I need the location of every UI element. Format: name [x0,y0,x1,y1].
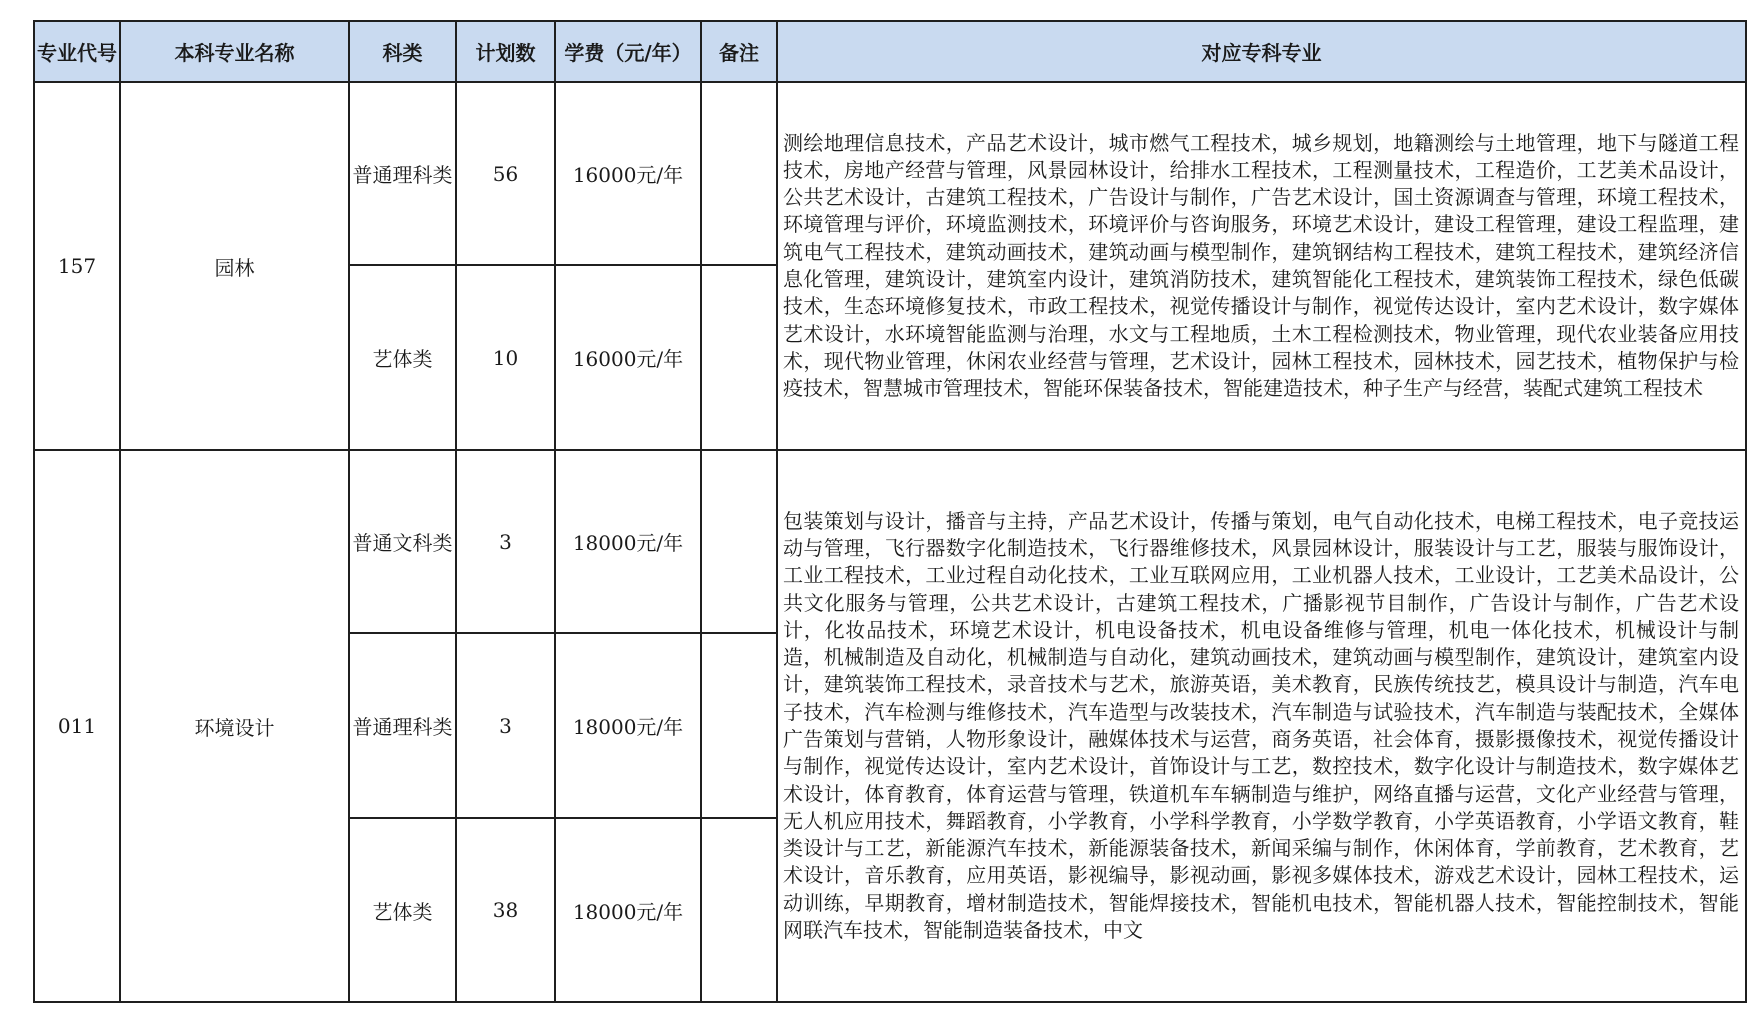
header-corresponding-majors: 对应专科专业 [777,21,1746,82]
remark-cell [701,265,777,450]
category-cell: 普通理科类 [349,82,456,265]
category-cell: 普通文科类 [349,450,456,633]
tuition-cell: 18000元/年 [555,818,701,1002]
enrollment-table-sheet [33,20,1745,1003]
category-cell: 艺体类 [349,265,456,450]
remark-cell [701,633,777,818]
header-code: 专业代号 [34,21,120,82]
header-plan-count: 计划数 [456,21,555,82]
table-header-row [34,21,1746,82]
header-major-name: 本科专业名称 [120,21,349,82]
table-row [34,82,1746,265]
remark-cell [701,450,777,633]
category-cell: 普通理科类 [349,633,456,818]
plan-count-cell: 3 [456,633,555,818]
table-row [34,450,1746,633]
header-remark: 备注 [701,21,777,82]
major-name-cell: 环境设计 [120,450,349,1002]
major-name-cell: 园林 [120,82,349,450]
plan-count-cell: 38 [456,818,555,1002]
tuition-cell: 16000元/年 [555,265,701,450]
tuition-cell: 18000元/年 [555,450,701,633]
major-code-cell: 157 [34,82,120,450]
tuition-cell: 16000元/年 [555,82,701,265]
header-category: 科类 [349,21,456,82]
remark-cell [701,818,777,1002]
category-cell: 艺体类 [349,818,456,1002]
major-code-cell: 011 [34,450,120,1002]
plan-count-cell: 10 [456,265,555,450]
plan-count-cell: 56 [456,82,555,265]
plan-count-cell: 3 [456,450,555,633]
enrollment-plan-table [33,20,1747,1003]
header-tuition: 学费（元/年） [555,21,701,82]
corresponding-majors-cell: 包装策划与设计，播音与主持，产品艺术设计，传播与策划，电气自动化技术，电梯工程技术，电子竞技运动与管理，飞行器数字化制造技术，飞行器维修技术，风景园林设计，服装设计与工艺，服装与服饰设计，工业工程技术，工业过程自动化技术，工业互联网应用，工业机器人技术，工业设计，工艺美术品设计，公共文化服务与管理，公共艺术设计，古建筑工程技术，广播影视节目制作，广告设计与制作，广告艺术设计，化妆品技术，环境艺术设计，机电设备技术，机电设备维修与管理，机电一体化技术，机械设计与制造，机械制造及自动化，机械制造与自动化，建筑动画技术，建筑动画与模型制作，建筑设计，建筑室内设计，建筑装饰工程技术，录音技术与艺术，旅游英语，美术教育，民族传统技艺，模具设计与制造，汽车电子技术，汽车检测与维修技术，汽车造型与改装技术，汽车制造与试验技术，汽车制造与装配技术，全媒体广告策划与营销，人物形象设计，融媒体技术与运营，商务英语，社会体育，摄影摄像技术，视觉传播设计与制作，视觉传达设计，室内艺术设计，首饰设计与工艺，数控技术，数字化设计与制造技术，数字媒体艺术设计，体育教育，体育运营与管理，铁道机车车辆制造与维护，网络直播与运营，文化产业经营与管理，无人机应用技术，舞蹈教育，小学教育，小学科学教育，小学数学教育，小学英语教育，小学语文教育，鞋类设计与工艺，新能源汽车技术，新能源装备技术，新闻采编与制作，休闲体育，学前教育，艺术教育，艺术设计，音乐教育，应用英语，影视编导，影视动画，影视多媒体技术，游戏艺术设计，园林工程技术，运动训练，早期教育，增材制造技术，智能焊接技术，智能机电技术，智能机器人技术，智能控制技术，智能网联汽车技术，智能制造装备技术，中文 [777,450,1746,1002]
tuition-cell: 18000元/年 [555,633,701,818]
remark-cell [701,82,777,265]
corresponding-majors-cell: 测绘地理信息技术，产品艺术设计，城市燃气工程技术，城乡规划，地籍测绘与土地管理，地下与隧道工程技术，房地产经营与管理，风景园林设计，给排水工程技术，工程测量技术，工程造价，工艺美术品设计，公共艺术设计，古建筑工程技术，广告设计与制作，广告艺术设计，国土资源调查与管理，环境工程技术，环境管理与评价，环境监测技术，环境评价与咨询服务，环境艺术设计，建设工程管理，建设工程监理，建筑电气工程技术，建筑动画技术，建筑动画与模型制作，建筑钢结构工程技术，建筑工程技术，建筑经济信息化管理，建筑设计，建筑室内设计，建筑消防技术，建筑智能化工程技术，建筑装饰工程技术，绿色低碳技术，生态环境修复技术，市政工程技术，视觉传播设计与制作，视觉传达设计，室内艺术设计，数字媒体艺术设计，水环境智能监测与治理，水文与工程地质，土木工程检测技术，物业管理，现代农业装备应用技术，现代物业管理，休闲农业经营与管理，艺术设计，园林工程技术，园林技术，园艺技术，植物保护与检疫技术，智慧城市管理技术，智能环保装备技术，智能建造技术，种子生产与经营，装配式建筑工程技术 [777,82,1746,450]
